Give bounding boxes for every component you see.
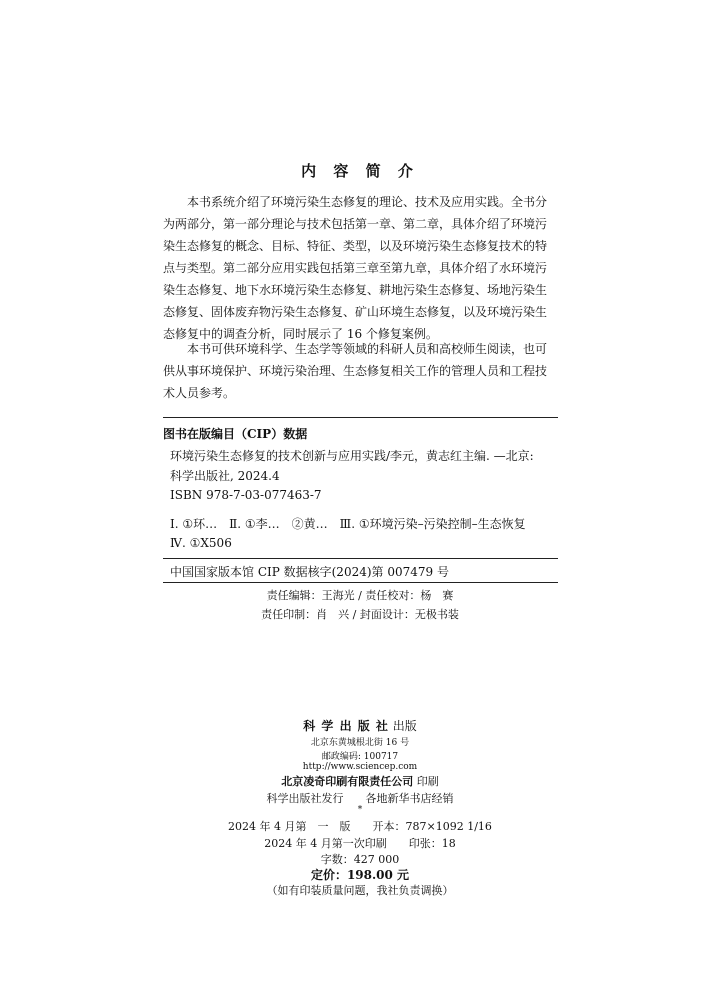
- paragraph-line: 本书系统介绍了环境污染生态修复的理论、技术及应用实践。全书分: [163, 195, 548, 209]
- paragraph-line: 术人员参考。: [163, 386, 236, 400]
- publisher-url: http://www.sciencep.com: [302, 762, 418, 772]
- printer-suffix: 印刷: [416, 775, 439, 788]
- paragraph-line: 供从事环境保护、环境污染治理、生态修复相关工作的管理人员和工程技: [163, 364, 548, 378]
- paragraph-line: 点与类型。第二部分应用实践包括第三章至第九章，具体介绍了水环境污: [163, 261, 548, 275]
- paragraph-line: 本书可供环境科学、生态学等领域的科研人员和高校师生阅读，也可: [163, 342, 548, 356]
- quality-note: （如有印装质量问题，我社负责调换）: [266, 884, 454, 897]
- paragraph-line: 染生态修复的概念、目标、特征、类型，以及环境污染生态修复技术的特: [163, 239, 548, 253]
- word-count: 字数：427 000: [320, 853, 400, 866]
- paragraph-line: 为两部分，第一部分理论与技术包括第一章、第二章，具体介绍了环境污: [163, 217, 548, 231]
- cip-classification-2: Ⅳ. ①X506: [170, 536, 232, 550]
- edition-line-1: 2024 年 4 月第 一 版 开本：787×1092 1/16: [228, 820, 492, 833]
- paragraph-line: 态修复中的调查分析，同时展示了 16 个修复案例。: [163, 327, 438, 341]
- summary-paragraph-1: [163, 191, 558, 345]
- distribution-line: 科学出版社发行 各地新华书店经销: [266, 792, 454, 805]
- cip-isbn: ISBN 978-7-03-077463-7: [170, 488, 322, 502]
- paragraph-line: 态修复、固体废弃物污染生态修复、矿山环境生态修复，以及环境污染生: [163, 305, 548, 319]
- paragraph-line: 染生态修复、地下水环境污染生态修复、耕地污染生态修复、场地污染生: [163, 283, 548, 297]
- publisher-suffix: 出版: [392, 719, 417, 733]
- editors-line-2: 责任印制：肖 兴 / 封面设计：无极书装: [261, 608, 459, 621]
- cip-title-line: 环境污染生态修复的技术创新与应用实践/李元，黄志红主编. —北京:: [170, 449, 534, 463]
- cip-classification-1: Ⅰ. ①环… Ⅱ. ①李… ②黄… Ⅲ. ①环境污染–污染控制–生态恢复: [170, 517, 526, 531]
- separator-star: *: [357, 805, 363, 815]
- publisher-address: 北京东黄城根北街 16 号: [310, 738, 410, 748]
- editors-line-1: 责任编辑：王海光 / 责任校对：杨 赛: [266, 589, 454, 602]
- cip-top-rule: [163, 417, 558, 418]
- publisher-postcode: 邮政编码: 100717: [321, 752, 399, 762]
- price: 定价：198.00 元: [310, 868, 410, 882]
- publisher-name: 科 学 出 版 社: [303, 719, 389, 733]
- printer-line: [0, 773, 720, 789]
- printer-name: 北京凌奇印刷有限责任公司: [281, 775, 414, 788]
- cip-publisher-line: 科学出版社, 2024.4: [170, 469, 280, 483]
- cip-heading: 图书在版编目（CIP）数据: [163, 427, 308, 441]
- cip-separator: [163, 558, 558, 559]
- cip-bottom-rule: [163, 582, 558, 583]
- edition-line-2: 2024 年 4 月第一次印刷 印张：18: [264, 837, 456, 850]
- page-title: 内 容 简 介: [301, 162, 419, 180]
- cip-record-number: 中国国家版本馆 CIP 数据核字(2024)第 007479 号: [170, 565, 449, 579]
- publisher-line: [0, 717, 720, 734]
- summary-paragraph-2: [163, 338, 558, 404]
